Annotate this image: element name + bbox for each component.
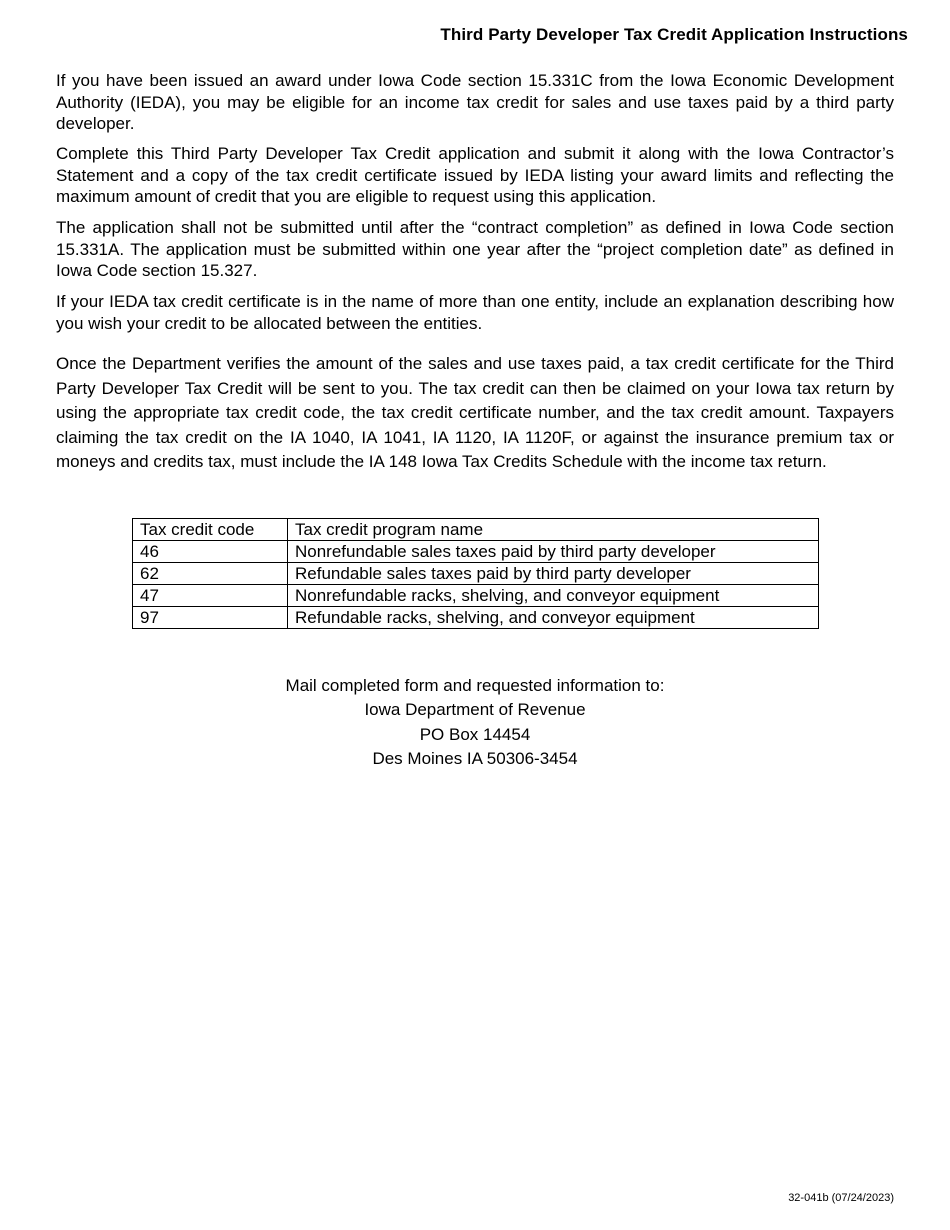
table-header-row	[133, 519, 819, 541]
paragraph-submission-timing: The application shall not be submitted until after the “contract completion” as defined in Iowa Code section 15.331A. The application must be submitted within one year after the “project completion date” as defined in Iowa Code section 15.327.	[56, 218, 894, 280]
paragraph-claiming-credit: Once the Department verifies the amount of the sales and use taxes paid, a tax credit certificate for the Third Party Developer Tax Credit will be sent to you. The tax credit can then be claimed on your Iowa tax return by using the appropriate tax credit code, the tax credit certificate number, and the tax credit amount. Taxpayers claiming the tax credit on the IA 1040, IA 1041, IA 1120, IA 1120F, or against the insurance premium tax or moneys and credits tax, must include the IA 148 Iowa Tax Credits Schedule with the income tax return.	[56, 354, 894, 472]
tax-credit-code-table	[132, 518, 819, 629]
table-cell-code: 47	[133, 585, 288, 607]
page-title: Third Party Developer Tax Credit Application Instructions	[440, 25, 908, 44]
table-cell-code: 62	[133, 563, 288, 585]
mailing-intro: Mail completed form and requested information to:	[285, 676, 665, 695]
table-cell-program-name: Nonrefundable sales taxes paid by third party developer	[288, 541, 819, 563]
table-cell-code: 97	[133, 607, 288, 629]
table-header-program-name: Tax credit program name	[288, 519, 819, 541]
table-row	[133, 607, 819, 629]
table-row	[133, 585, 819, 607]
mailing-city-state-zip: Des Moines IA 50306-3454	[372, 748, 578, 768]
paragraph-submission-requirements: Complete this Third Party Developer Tax Credit application and submit it along with the Iowa Contractor’s Statement and a copy of the tax credit certificate issued by IEDA listing your award limits and reflecting the maximum amount of credit that you are eligible to request using this application.	[56, 144, 894, 206]
mailing-address-block	[0, 674, 950, 771]
table-cell-program-name: Refundable racks, shelving, and conveyor equipment	[288, 607, 819, 629]
table-cell-code: 46	[133, 541, 288, 563]
mailing-recipient: Iowa Department of Revenue	[364, 700, 586, 720]
table-cell-program-name: Nonrefundable racks, shelving, and conveyor equipment	[288, 585, 819, 607]
paragraph-multiple-entities: If your IEDA tax credit certificate is in the name of more than one entity, include an explanation describing how you wish your credit to be allocated between the entities.	[56, 292, 894, 333]
mailing-po-box: PO Box 14454	[419, 724, 531, 744]
paragraph-award-eligibility: If you have been issued an award under Iowa Code section 15.331C from the Iowa Economic Development Authority (IEDA), you may be eligible for an income tax credit for sales and use taxes paid by a third party developer.	[56, 71, 894, 133]
table-cell-program-name: Refundable sales taxes paid by third party developer	[288, 563, 819, 585]
form-number: 32-041b (07/24/2023)	[788, 1192, 894, 1204]
table-row	[133, 563, 819, 585]
table-row	[133, 541, 819, 563]
table-header-code: Tax credit code	[133, 519, 288, 541]
